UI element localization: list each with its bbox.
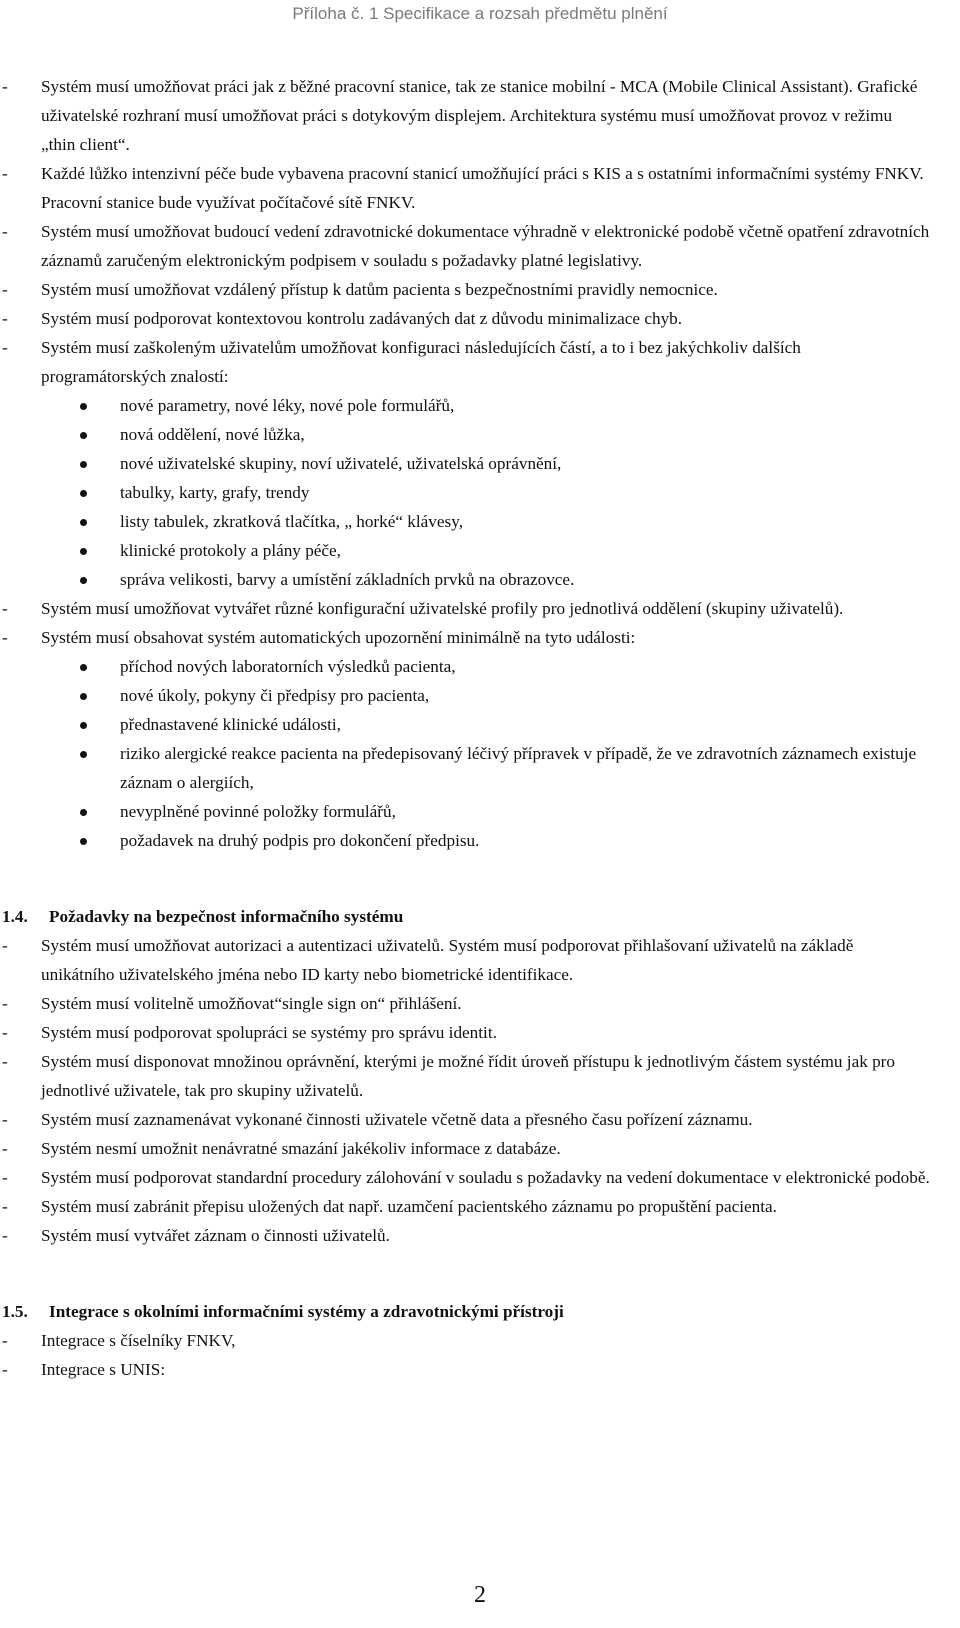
bullet-item xyxy=(0,797,930,826)
bullet-item xyxy=(0,507,930,536)
bullet-text: příchod nových laboratorních výsledků pacienta, xyxy=(120,657,456,676)
list-item xyxy=(0,217,930,275)
section-heading xyxy=(0,902,930,931)
list-item-text: Systém musí umožňovat vytvářet různé konfigurační uživatelské profily pro jednotlivá oddělení (skupiny uživatelů). xyxy=(41,599,844,618)
bullet-item xyxy=(0,652,930,681)
spacer xyxy=(0,884,930,902)
bullet-icon xyxy=(80,577,87,584)
bullet-icon xyxy=(80,838,87,845)
list-item-text: Systém nesmí umožnit nenávratné smazání jakékoliv informace z databáze. xyxy=(41,1139,561,1158)
list-item-text: Systém musí zabránit přepisu uložených dat např. uzamčení pacientského záznamu po propuštění pacienta. xyxy=(41,1197,777,1216)
dash-marker: - xyxy=(2,280,8,299)
list-item-text: Každé lůžko intenzivní péče bude vybavena pracovní stanicí umožňující práci s KIS a s ostatními informačními systémy FNKV. Pracovní stanice bude využívat počítačové sítě FNKV. xyxy=(41,164,924,212)
list-item xyxy=(0,275,930,304)
list-item xyxy=(0,1018,930,1047)
section-title: Integrace s okolními informačními systémy a zdravotnickými přístroji xyxy=(49,1302,564,1321)
list-item xyxy=(0,1105,930,1134)
list-item xyxy=(0,1163,930,1192)
list-item xyxy=(0,1192,930,1221)
list-item xyxy=(0,1134,930,1163)
list-item xyxy=(0,1221,930,1250)
list-item xyxy=(0,623,930,652)
list-item-text: Systém musí disponovat množinou oprávnění, kterými je možné řídit úroveň přístupu k jednotlivým částem systému jak pro jednotlivé uživatele, tak pro skupiny uživatelů. xyxy=(41,1052,895,1100)
dash-marker: - xyxy=(2,77,8,96)
list-item xyxy=(0,989,930,1018)
bullet-item xyxy=(0,391,930,420)
bullet-text: klinické protokoly a plány péče, xyxy=(120,541,341,560)
list-item-text: Integrace s UNIS: xyxy=(41,1360,166,1379)
list-item xyxy=(0,1326,930,1355)
bullet-text: listy tabulek, zkratková tlačítka, „ horké“ klávesy, xyxy=(120,512,463,531)
spacer xyxy=(0,855,930,884)
dash-marker: - xyxy=(2,599,8,618)
list-item xyxy=(0,72,930,159)
spacer xyxy=(0,1279,930,1297)
bullet-item xyxy=(0,420,930,449)
bullet-item xyxy=(0,739,930,797)
list-item-text: Systém musí vytvářet záznam o činnosti uživatelů. xyxy=(41,1226,390,1245)
list-item xyxy=(0,931,930,989)
bullet-text: nové parametry, nové léky, nové pole formulářů, xyxy=(120,396,455,415)
bullet-text: riziko alergické reakce pacienta na předepisovaný léčivý přípravek v případě, že ve zdravotních záznamech existuje záznam o alergiích, xyxy=(120,744,917,792)
list-item-text: Systém musí zaškoleným uživatelům umožňovat konfiguraci následujících částí, a to i bez jakýchkoliv dalších programátorských znalostí: xyxy=(41,338,801,386)
bullet-icon xyxy=(80,548,87,555)
bullet-icon xyxy=(80,751,87,758)
list-item xyxy=(0,304,930,333)
list-item-text: Systém musí umožňovat autorizaci a autentizaci uživatelů. Systém musí podporovat přihlašovaní uživatelů na základě unikátního uživatelského jména nebo ID karty nebo biometrické identifikace. xyxy=(41,936,854,984)
dash-marker: - xyxy=(2,994,8,1013)
page-header: Příloha č. 1 Specifikace a rozsah předmětu plnění xyxy=(292,4,668,23)
bullet-icon xyxy=(80,519,87,526)
bullet-item xyxy=(0,449,930,478)
bullet-icon xyxy=(80,461,87,468)
dash-marker: - xyxy=(2,1023,8,1042)
list-item xyxy=(0,594,930,623)
list-item-text: Systém musí obsahovat systém automatických upozornění minimálně na tyto události: xyxy=(41,628,636,647)
bullet-text: tabulky, karty, grafy, trendy xyxy=(120,483,310,502)
dash-marker: - xyxy=(2,222,8,241)
bullet-item xyxy=(0,536,930,565)
bullet-icon xyxy=(80,403,87,410)
dash-marker: - xyxy=(2,1197,8,1216)
list-item-text: Systém musí podporovat kontextovou kontrolu zadávaných dat z důvodu minimalizace chyb. xyxy=(41,309,683,328)
bullet-icon xyxy=(80,722,87,729)
dash-marker: - xyxy=(2,1168,8,1187)
dash-marker: - xyxy=(2,1331,8,1350)
dash-marker: - xyxy=(2,1360,8,1379)
bullet-text: požadavek na druhý podpis pro dokončení předpisu. xyxy=(120,831,480,850)
section-title: Požadavky na bezpečnost informačního systému xyxy=(49,907,404,926)
bullet-icon xyxy=(80,809,87,816)
bullet-item xyxy=(0,478,930,507)
bullet-icon xyxy=(80,693,87,700)
dash-marker: - xyxy=(2,164,8,183)
dash-marker: - xyxy=(2,1139,8,1158)
page-number: 2 xyxy=(474,1582,486,1608)
dash-marker: - xyxy=(2,1110,8,1129)
section-number: 1.5. xyxy=(2,1302,28,1321)
list-item-text: Systém musí umožňovat budoucí vedení zdravotnické dokumentace výhradně v elektronické podobě včetně opatření zdravotních záznamů zaručeným elektronickým podpisem v souladu s požadavky platné legislativy. xyxy=(41,222,930,270)
list-item-text: Systém musí podporovat spolupráci se systémy pro správu identit. xyxy=(41,1023,497,1042)
list-item-text: Systém musí volitelně umožňovat“single sign on“ přihlášení. xyxy=(41,994,462,1013)
spacer xyxy=(0,1250,930,1279)
bullet-text: přednastavené klinické události, xyxy=(120,715,341,734)
bullet-icon xyxy=(80,664,87,671)
list-item xyxy=(0,1047,930,1105)
bullet-text: nové úkoly, pokyny či předpisy pro pacienta, xyxy=(120,686,430,705)
bullet-text: nové uživatelské skupiny, noví uživatelé, uživatelská oprávnění, xyxy=(120,454,562,473)
bullet-text: správa velikosti, barvy a umístění základních prvků na obrazovce. xyxy=(120,570,575,589)
list-item-text: Systém musí umožňovat vzdálený přístup k datům pacienta s bezpečnostními pravidly nemocnice. xyxy=(41,280,718,299)
list-item xyxy=(0,159,930,217)
dash-marker: - xyxy=(2,1226,8,1245)
bullet-item xyxy=(0,681,930,710)
bullet-text: nevyplněné povinné položky formulářů, xyxy=(120,802,396,821)
list-item xyxy=(0,333,930,391)
dash-marker: - xyxy=(2,309,8,328)
dash-marker: - xyxy=(2,1052,8,1071)
list-item xyxy=(0,1355,930,1384)
dash-marker: - xyxy=(2,936,8,955)
list-item-text: Integrace s číselníky FNKV, xyxy=(41,1331,236,1350)
bullet-item xyxy=(0,710,930,739)
bullet-text: nová oddělení, nové lůžka, xyxy=(120,425,305,444)
bullet-icon xyxy=(80,432,87,439)
dash-marker: - xyxy=(2,628,8,647)
section-heading xyxy=(0,1297,930,1326)
list-item-text: Systém musí umožňovat práci jak z běžné pracovní stanice, tak ze stanice mobilní - MCA (Mobile Clinical Assistant). Grafické uživatelské rozhraní musí umožňovat práci s dotykovým displejem. Architektura systému musí umožňovat provoz v režimu „thin client“. xyxy=(41,77,918,154)
list-item-text: Systém musí podporovat standardní procedury zálohování v souladu s požadavky na vedení dokumentace v elektronické podobě. xyxy=(41,1168,930,1187)
bullet-icon xyxy=(80,490,87,497)
bullet-item xyxy=(0,565,930,594)
bullet-item xyxy=(0,826,930,855)
document-body xyxy=(0,72,930,1384)
list-item-text: Systém musí zaznamenávat vykonané činnosti uživatele včetně data a přesného času pořízení záznamu. xyxy=(41,1110,753,1129)
dash-marker: - xyxy=(2,338,8,357)
section-number: 1.4. xyxy=(2,907,28,926)
